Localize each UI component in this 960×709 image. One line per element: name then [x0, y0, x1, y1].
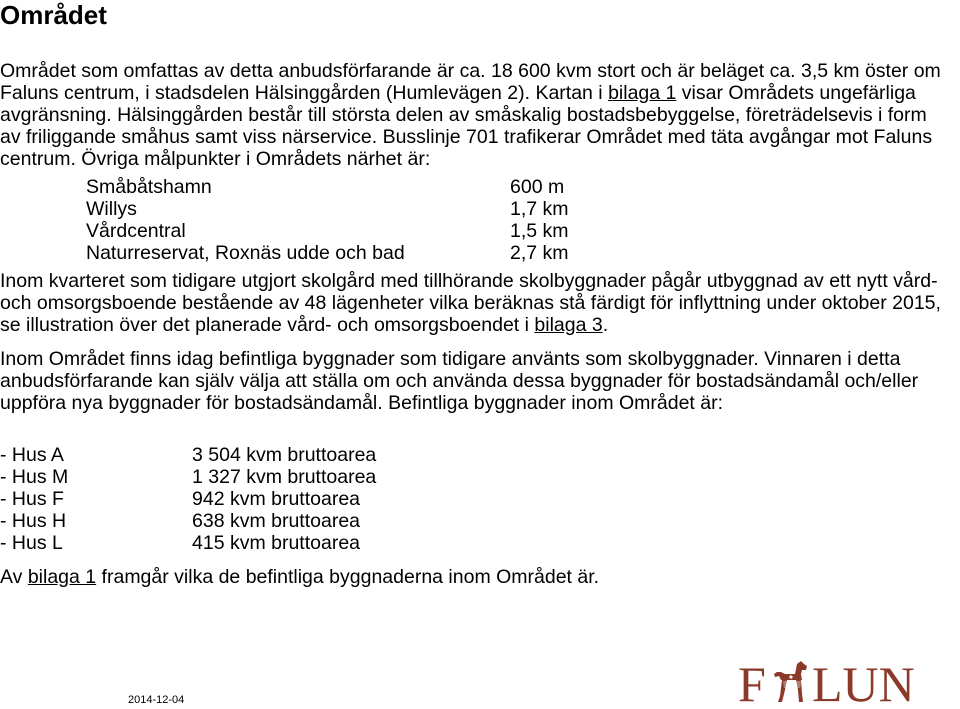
building-name: - Hus F: [0, 488, 64, 510]
buildings-table: [0, 444, 376, 554]
destination-name: Småbåtshamn: [86, 176, 212, 198]
construction-text-a: Inom kvarteret som tidigare utgjort skolgård med tillhörande skolbyggnader pågår utbyggnad av ett nytt vård- och omsorgsboende bestående av 48 lägenheter vilka beräknas stå färdigt för inflyttning under oktober 2015, se illustration över det planerade vård- och omsorgsboendet i: [0, 270, 941, 336]
page-title: Området: [0, 0, 107, 30]
dala-horse-icon: [774, 661, 807, 702]
building-name: - Hus L: [0, 532, 63, 554]
building-row: [0, 488, 376, 510]
destination-row: [86, 242, 569, 264]
building-area: 638 kvm bruttoarea: [192, 510, 361, 532]
building-row: [0, 466, 376, 488]
building-area: 1 327 kvm bruttoarea: [192, 466, 377, 488]
closing-paragraph: [0, 566, 950, 588]
building-name: - Hus H: [0, 510, 67, 532]
bilaga-1-link-2[interactable]: bilaga 1: [27, 566, 97, 588]
destination-name: Vårdcentral: [86, 220, 186, 242]
intro-text-a: Området som omfattas av detta anbudsförfarande är ca. 18 600 kvm stort och är beläget ca. 3,5 km öster om Faluns centrum, i stadsdelen Hälsinggården (Humlevägen 2). Kartan i: [0, 60, 941, 104]
destination-distance: 1,5 km: [510, 220, 569, 242]
building-name: - Hus A: [0, 444, 64, 466]
footer-date: 2014-12-04: [128, 694, 185, 706]
intro-paragraph: [0, 60, 950, 170]
logo-letter-f: F: [738, 658, 766, 704]
building-row: [0, 532, 376, 554]
destination-row: [86, 176, 569, 198]
intro-text-b: visar Områdets ungefärliga avgränsning. Hälsinggården består till största delen av småskalig bostadsbebyggelse, företrädelsevis i form av friliggande småhus samt viss närservice. Busslinje 701 trafikerar Området med täta avgångar mot Faluns centrum. Övriga målpunkter i Områdets närhet är:: [0, 82, 933, 170]
building-row: [0, 510, 376, 532]
destinations-table: [86, 176, 569, 264]
bilaga-1-link[interactable]: bilaga 1: [608, 82, 677, 104]
destination-distance: 600 m: [510, 176, 565, 198]
building-name: - Hus M: [0, 466, 69, 488]
destination-name: Naturreservat, Roxnäs udde och bad: [86, 242, 405, 264]
building-row: [0, 444, 376, 466]
destination-row: [86, 198, 569, 220]
building-area: 942 kvm bruttoarea: [192, 488, 361, 510]
building-area: 3 504 kvm bruttoarea: [192, 444, 377, 466]
destination-distance: 1,7 km: [510, 198, 569, 220]
destination-name: Willys: [86, 198, 137, 220]
closing-text-b: framgår vilka de befintliga byggnaderna inom Området är.: [96, 566, 600, 588]
destination-row: [86, 220, 569, 242]
falun-logo: [738, 658, 956, 704]
destination-distance: 2,7 km: [510, 242, 569, 264]
construction-paragraph: [0, 270, 950, 336]
closing-text-a: Av: [0, 566, 28, 588]
existing-buildings-paragraph: Inom Området finns idag befintliga byggnader som tidigare använts som skolbyggnader. Vinnaren i detta anbudsförfarande kan själv välja att ställa om och använda dessa byggnader för bostadsändamål och/eller uppföra nya byggnader för bostadsändamål. Befintliga byggnader inom Området är:: [0, 348, 919, 414]
logo-letters-lun: LUN: [812, 658, 915, 704]
building-area: 415 kvm bruttoarea: [192, 532, 361, 554]
bilaga-3-link[interactable]: bilaga 3: [534, 314, 603, 336]
construction-text-b: .: [602, 314, 609, 336]
